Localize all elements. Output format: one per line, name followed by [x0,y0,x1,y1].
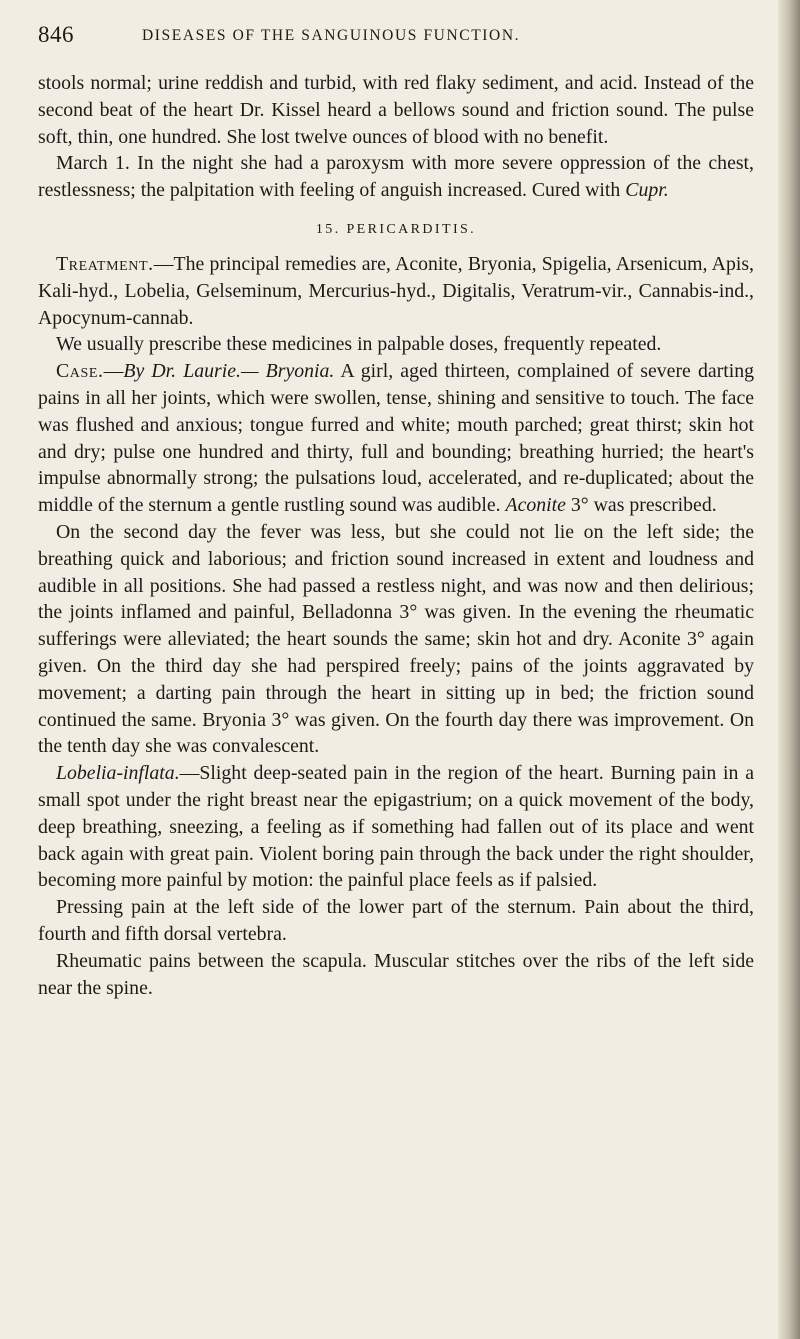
remedy-name: Lobelia-inflata. [56,762,180,785]
section-heading: 15. PERICARDITIS. [315,221,477,237]
case-label: Case. [56,360,104,383]
page-edge-shadow [778,0,800,1339]
paragraph-course: On the second day the fever was less, but she could not lie on the left side; the breathing quick and laborious; and friction sound increased in extent and loudness and audible in all positions. She had passed a restless night, and was now and then delirious; the joints inflamed and painful, Belladonna 3° was given. In the evening the rheumatic sufferings were alleviated; the heart sounds the same; skin hot and dry. Aconite 3° again given. On the third day she had perspired freely; pains of the joints aggravated by movement; a darting pain through the heart in sitting up in bed; the friction sound continued the same. Bryonia 3° was given. On the fourth day there was improvement. On the tenth day she was convalescent. [38,520,754,758]
paragraph-text: 3° was prescribed. [565,494,717,517]
paragraph-text: A girl, aged thirteen, complained of severe darting pains in all her joints, which were swollen, tense, shining and sensitive to touch. The face was flushed and anxious; tongue furred and white; mouth parched; great thirst; skin hot and dry; pulse one hundred and thirty, full and bounding; breathing hurried; the heart's impulse abnormally strong; the pulsations loud, accelerated, and re-duplicated; about the middle of the sternum a gentle rustling sound was audible. [38,360,754,517]
remedy-name: Aconite [505,494,566,517]
page-body [38,70,754,1001]
paragraph-treatment [38,251,754,331]
paragraph-case [38,358,754,519]
running-title: DISEASES OF THE SANGUINOUS FUNCTION. [142,27,521,44]
paragraph-text: —The principal remedies are, Aconite, Bryonia, Spigelia, Arsenicum, Apis, Kali-hyd., Lobelia, Gelseminum, Mercurius-hyd., Digitalis, Veratrum-vir., Cannabis-ind., Apocynum-cannab. [38,252,754,329]
paragraph-dosage: We usually prescribe these medicines in palpable doses, frequently repeated. [56,333,662,356]
page-header [38,22,728,52]
paragraph-text: —Slight deep-seated pain in the region of the heart. Burning pain in a small spot under the right breast near the epigastrium; on a quick movement of the body, deep breathing, sneezing, a feeling as if something had fallen out of its place and went back again with great pain. Violent boring pain through the back under the right shoulder, becoming more painful by motion: the painful place feels as if palsied. [38,762,754,892]
page-number: 846 [38,22,74,47]
paragraph-text: March 1. In the night she had a paroxysm with more severe oppression of the chest, restlessness; the palpitation with feeling of anguish increased. Cured with [38,152,754,202]
case-dash: — [103,360,124,383]
remedy-name: Cupr. [625,179,669,202]
paragraph-scapula: Rheumatic pains between the scapula. Muscular stitches over the ribs of the left side near the spine. [38,949,754,999]
case-author: By Dr. Laurie.— Bryonia. [123,360,335,383]
paragraph-continuation: stools normal; urine reddish and turbid, with red flaky sediment, and acid. Instead of the second beat of the heart Dr. Kissel heard a bellows sound and friction sound. The pulse soft, thin, one hundred. She lost twelve ounces of blood with no benefit. [38,72,754,148]
paragraph-sternum: Pressing pain at the left side of the lower part of the sternum. Pain about the third, fourth and fifth dorsal vertebra. [38,896,754,945]
treatment-label: Treatment. [56,252,154,275]
paragraph-march-1 [38,150,754,204]
paragraph-lobelia [38,760,754,894]
